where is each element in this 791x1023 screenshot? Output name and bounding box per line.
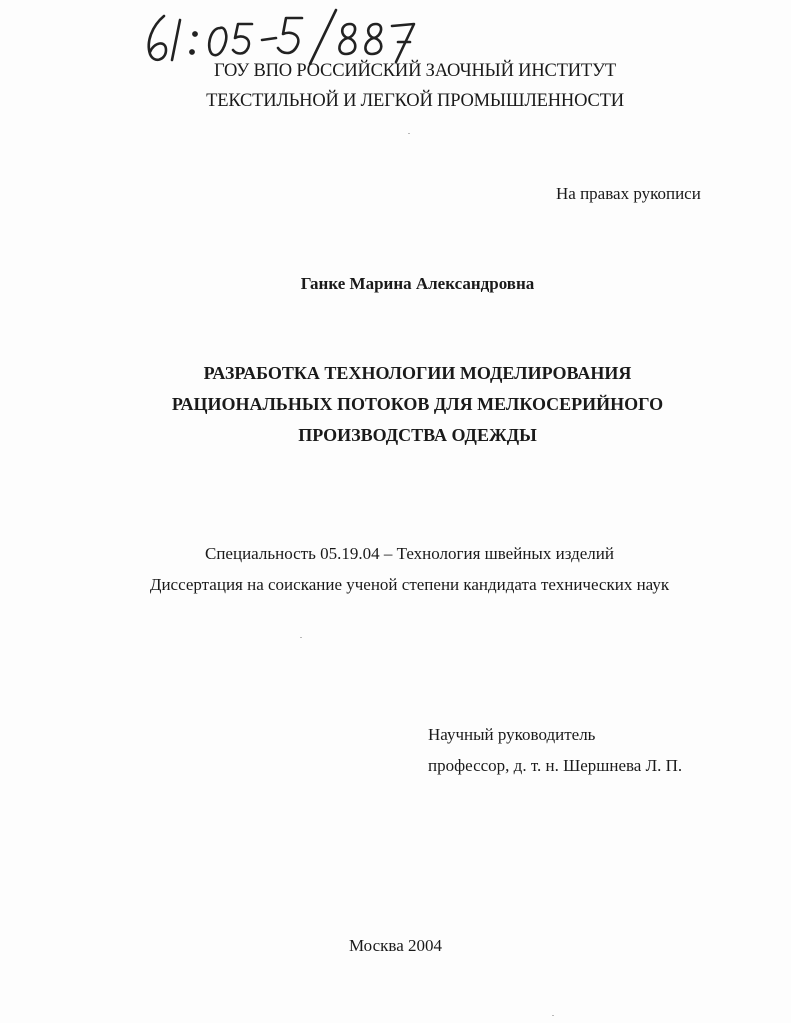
handwritten-catalog-number (140, 6, 440, 68)
handwritten-catalog-number-graphic (140, 6, 440, 68)
supervisor-label: Научный руководитель (428, 725, 596, 744)
title-line-2: РАЦИОНАЛЬНЫХ ПОТОКОВ ДЛЯ МЕЛКОСЕРИЙНОГО (171, 394, 664, 414)
institution-line-2: ТЕКСТИЛЬНОЙ И ЛЕГКОЙ ПРОМЫШЛЕННОСТИ (206, 91, 624, 111)
author-name: Ганке Марина Александровна (300, 274, 535, 293)
title-line-1: РАЗРАБОТКА ТЕХНОЛОГИИ МОДЕЛИРОВАНИЯ (203, 363, 632, 383)
institution-line-1: ГОУ ВПО РОССИЙСКИЙ ЗАОЧНЫЙ ИНСТИТУТ (213, 61, 616, 81)
rights-note: На правах рукописи (556, 184, 701, 203)
city-year: Москва 2004 (348, 936, 443, 955)
dissertation-note: Диссертация на соискание ученой степени кандидата технических наук (149, 575, 670, 594)
scan-speck (300, 637, 302, 638)
supervisor-name: профессор, д. т. н. Шершнева Л. П. (428, 756, 683, 775)
title-line-3: ПРОИЗВОДСТВА ОДЕЖДЫ (298, 425, 537, 445)
scan-speck (408, 133, 410, 134)
specialty: Специальность 05.19.04 – Технология швейных изделий (205, 544, 614, 563)
scan-speck (552, 1015, 554, 1016)
